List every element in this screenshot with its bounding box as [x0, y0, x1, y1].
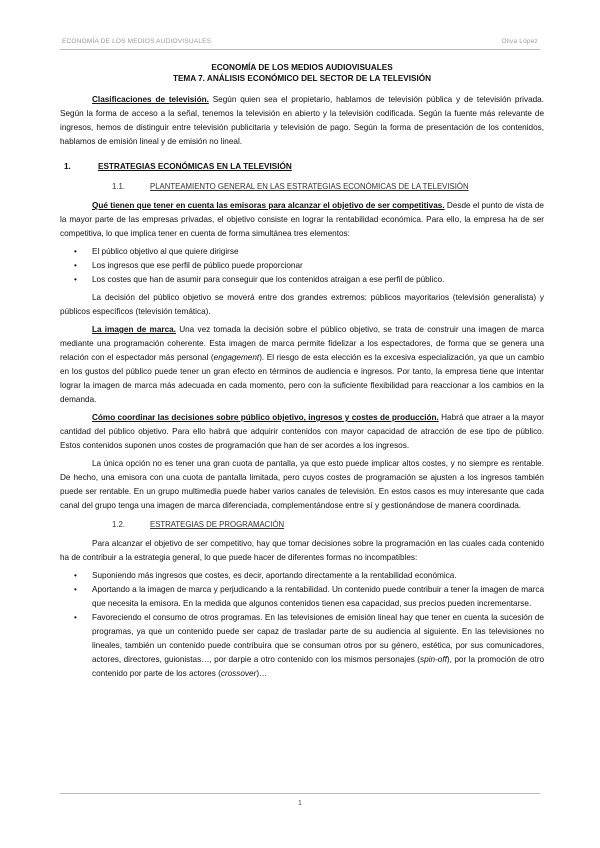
subsection-heading-1-2 [60, 519, 544, 531]
section-heading-1 [60, 161, 544, 173]
header-course-title: ECONOMÍA DE LOS MEDIOS AUDIOVISUALES [62, 38, 212, 45]
paragraph-brand-image: La imagen de marca. Una vez tomada la decisión sobre el público objetivo, se trata de construir una imagen de marca mediante una programación coherente. Esta imagen de marca permite fidelizar a los espectadores, de forma que se genera una relación con el espectador más personal (engagement). El riesgo de esta elección es la excesiva especialización, ya que un cambio en los gustos del público puede tener un gran efecto en términos de audiencia e ingresos. Por tanto, la empresa tiene que intentar lograr la imagen de marca más adecuada en cada momento, pero con la suficiente flexibilidad para reaccionar a los cambios en la demanda. [60, 325, 544, 404]
subsection-heading-1-1 [60, 181, 544, 193]
list-item: • Suponiendo más ingresos que costes, es decir, aportando directamente a la rentabilidad económica. [60, 569, 544, 583]
header-author: Oliva López [501, 38, 538, 45]
subsection-title: PLANTEAMIENTO GENERAL EN LAS ESTRATEGIAS ECONÓMICAS DE LA TELEVISIÓN [150, 182, 469, 191]
section-number: 1. [64, 162, 71, 171]
paragraph-target-audience: La decisión del público objetivo se moverá entre dos grandes extremos: públicos mayoritarios (televisión generalista) y públicos específicos (televisión temática). [60, 293, 544, 316]
paragraph-lead: La imagen de marca. [92, 325, 176, 334]
footer-divider [60, 793, 540, 794]
subsection-number: 1.2. [112, 520, 126, 529]
elements-list [60, 245, 544, 287]
document-body [60, 62, 544, 685]
page-number: 1 [298, 800, 302, 807]
term-crossover: crossover [220, 669, 257, 678]
subsection-title: ESTRATEGIAS DE PROGRAMACIÓN [150, 520, 285, 529]
paragraph-lead: Cómo coordinar las decisiones sobre público objetivo, ingresos y costes de producción. [92, 413, 439, 422]
list-item: • Favoreciendo el consumo de otros programas. En las televisiones de emisión lineal hay que tener en cuenta la sucesión de programas, ya que un contenido puede ser capaz de trasladar parte de su audiencia al siguiente. En las televisiones no lineales, también un contenido puede contribuira que se consuman otros por su género, estética, por sus comunicadores, actores, directores, guionistas…, por darpie a otro contenido con los mismos personajes (spin-off), por la promoción de otro contenido por parte de los actores (crossover)… [74, 613, 544, 678]
paragraph-lead: Qué tienen que tener en cuenta las emisoras para alcanzar el objetivo de ser competitivas. [92, 201, 445, 210]
paragraph-classifications [60, 93, 544, 149]
bullet-icon: • [74, 613, 77, 622]
strategies-list [60, 569, 544, 681]
running-header [60, 36, 540, 48]
paragraph-screen-share: La única opción no es tener una gran cuota de pantalla, ya que esto puede implicar altos costes, y no siempre es rentable. De hecho, una emisora con una cuota de pantalla limitada, pero cuyos costes de programación se ajusten a los ingresos también puede ser rentable. En un grupo multimedia puede haber varios canales de televisión. En estos casos es muy interesante que cada canal del grupo tenga una imagen de marca diferenciada, complementándose entre sí y gestionándose de manera coordinada. [60, 459, 544, 510]
paragraph-text: Desde el punto de vista de la mayor parte de las empresas privadas, el objetivo consiste en lograr la rentabilidad económica. Para ello, la empresa ha de ser competitiva, lo que implica tener en cuenta de forma simultánea tres elementos: [60, 201, 544, 238]
title-line-topic: TEMA 7. ANÁLISIS ECONÓMICO DEL SECTOR DE LA TELEVISIÓN [172, 74, 432, 83]
header-divider [60, 49, 540, 50]
list-item: • Los costes que han de asumir para conseguir que los contenidos atraigan a ese perfil de público. [60, 273, 544, 287]
document-title [60, 62, 544, 84]
bullet-icon: • [74, 261, 77, 270]
title-line-course: ECONOMÍA DE LOS MEDIOS AUDIOVISUALES [211, 63, 393, 72]
paragraph-lead: Clasificaciones de televisión. [92, 95, 209, 104]
bullet-icon: • [74, 585, 77, 594]
paragraph-programming: Para alcanzar el objetivo de ser competitivo, hay que tomar decisiones sobre la programación en las cuales cada contenido ha de contribuir a la estrategia general, lo que puede hacer de diferentes formas no incompatibles: [60, 539, 544, 562]
paragraph-coordination [60, 411, 544, 453]
list-item: • Aportando a la imagen de marca y perjudicando a la rentabilidad. Un contenido puede contribuir a tener la imagen de marca que necesita la emisora. En la medida que algunos contenidos tienen esa capacidad, sus precios pueden incrementarse. [74, 585, 544, 608]
bullet-icon: • [74, 247, 77, 256]
list-item: • El público objetivo al que quiere dirigirse [60, 245, 544, 259]
subsection-number: 1.1. [112, 182, 126, 191]
section-title: ESTRATEGIAS ECONÓMICAS EN LA TELEVISIÓN [98, 162, 292, 171]
list-item: • Los ingresos que ese perfil de público puede proporcionar [60, 259, 544, 273]
paragraph-text: Según quien sea el propietario, hablamos de televisión pública y de televisión privada. Según la forma de acceso a la señal, tenemos la televisión en abierto y la televisión codificada. Según la fuente más relevante de ingresos, hemos de distinguir entre televisión publicitaria y televisión de pago. Según la forma de presentación de los contenidos, hablamos de emisión lineal y de emisión no lineal. [60, 95, 545, 146]
term-engagement: engagement [213, 353, 260, 362]
bullet-icon: • [74, 571, 77, 580]
paragraph-competitiveness [60, 199, 544, 241]
paragraph-text: Habrá que atraer a la mayor cantidad del público objetivo. Para ello habrá que adquirir contenidos con mayor capacidad de atracción de ese tipo de público. Estos contenidos suponen unos costes de programación que han de ser acordes a los ingresos. [60, 413, 544, 450]
bullet-icon: • [74, 275, 77, 284]
term-spin-off: spin-off [420, 655, 447, 664]
